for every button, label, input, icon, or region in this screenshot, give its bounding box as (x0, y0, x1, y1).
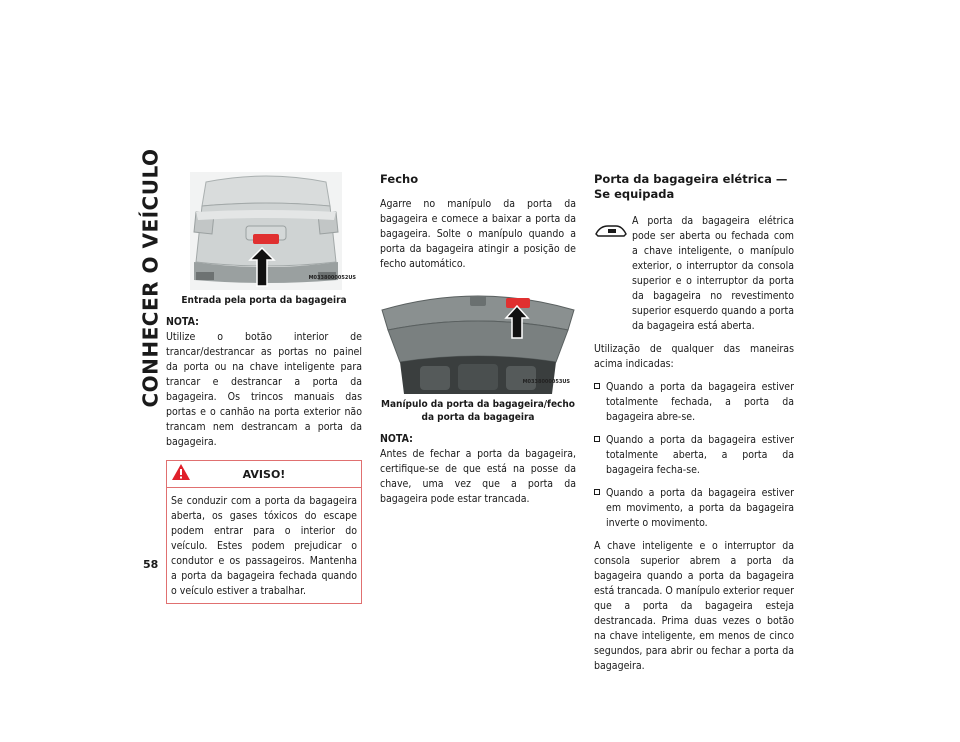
section-heading-power-liftgate: Porta da bagageira elétrica — Se equipada (594, 172, 788, 201)
warning-triangle-icon (171, 463, 191, 481)
list-item: Quando a porta da bagageira estiver totalmente fechada, a porta da bagageira abre-se. (594, 380, 794, 425)
note-label: NOTA: (380, 433, 413, 445)
figure-caption: Entrada pela porta da bagageira (181, 295, 347, 306)
column-2 (380, 172, 576, 515)
closing-paragraph: Agarre no manípulo da porta da bagageira e comece a baixar a porta da bagageira. Solte o manípulo quando a porta da bagageira atingir a posição de fecho automático. (380, 198, 576, 270)
usage-intro: Utilização de qualquer das maneiras acima indicadas: (594, 343, 794, 370)
note-text: Antes de fechar a porta da bagageira, certifique-se de que está na posse da chave, uma vez que a porta da bagageira pode estar trancada. (380, 448, 576, 505)
column-3 (594, 172, 794, 682)
section-tab-label: CONHECER O VEÍCULO (139, 148, 163, 408)
warning-body (167, 488, 361, 603)
note-label: NOTA: (166, 316, 199, 328)
checkbox-bullet-icon (594, 383, 600, 389)
column-1 (166, 172, 362, 604)
liftgate-entry-figure (166, 172, 362, 290)
power-liftgate-text: A porta da bagageira elétrica pode ser aberta ou fechada com a chave inteligente, o manípulo exterior, o interruptor da consola superior e o interruptor da porta da bagageira no revestimento superior esquerdo quando a porta da bagageira está aberta. (632, 215, 794, 332)
list-item: Quando a porta da bagageira estiver em movimento, a porta da bagageira inverte o movimento. (594, 486, 794, 531)
checkbox-bullet-icon (594, 489, 600, 495)
warning-header (167, 461, 361, 488)
key-fob-paragraph: A chave inteligente e o interruptor da consola superior abrem a porta da bagageira quando a porta da bagageira está trancada. O manípulo exterior requer que a porta da bagageira esteja destrancada. Prima duas vezes o botão na chave inteligente, em menos de cinco segundos, para abrir ou fechar a porta da bagageira. (594, 540, 794, 672)
page-number: 58 (143, 558, 159, 571)
power-liftgate-icon (594, 222, 628, 240)
warning-text: Se conduzir com a porta da bagageira aberta, os gases tóxicos do escape podem entrar para o interior do veículo. Estes podem prejudicar o condutor e os passageiros. Mantenha a porta da bagageira fechada quando o veículo estiver a trabalhar. (171, 495, 357, 597)
usage-list (594, 380, 794, 531)
power-liftgate-intro (594, 214, 794, 334)
note-text: Utilize o botão interior de trancar/destrancar as portas no painel da porta ou na chave inteligente para trancar e destrancar a porta da bagageira. Os trincos manuais das portas e o canhão na porta exterior não trancam nem destrancam a porta da bagageira. (166, 331, 362, 448)
section-heading-closing: Fecho (380, 172, 419, 186)
liftgate-handle-figure (380, 286, 576, 394)
figure-code: M0338000052US (308, 275, 356, 281)
warning-box (166, 460, 362, 604)
figure-code: M0338000053US (522, 379, 570, 385)
figure-caption: Manípulo da porta da bagageira/fecho da porta da bagageira (381, 399, 575, 423)
section-tab (139, 148, 163, 408)
list-item: Quando a porta da bagageira estiver totalmente aberta, a porta da bagageira fecha-se. (594, 433, 794, 478)
checkbox-bullet-icon (594, 436, 600, 442)
warning-title: AVISO! (242, 467, 286, 481)
